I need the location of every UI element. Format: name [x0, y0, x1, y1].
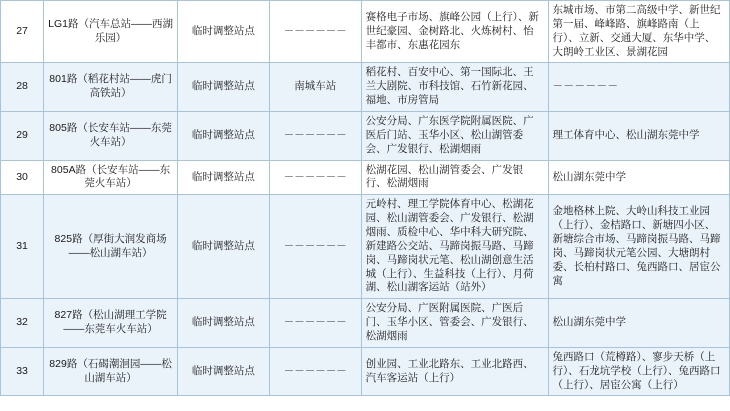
transfer-stops: 东城市场、市第二高级中学、新世纪第一届、峰峰路、旗峰路南（上行）、立新、交通大厦、东华中学、大朗岭工业区、景湖花园	[548, 1, 729, 63]
removed-stops: 稻花村、百安中心、第一国际北、王兰大剧院、市科技馆、石竹新花园、福地、市房管局	[361, 63, 548, 112]
row-number: 32	[1, 299, 44, 348]
route-name: LG1路（汽车总站——西湖乐园）	[44, 1, 178, 63]
transfer-stops: －－－－－－	[548, 63, 729, 112]
row-number: 33	[1, 347, 44, 396]
table-body	[1, 1, 730, 396]
transfer-stops: 理工体育中心、松山湖东莞中学	[548, 112, 729, 161]
added-stops: －－－－－－	[269, 347, 361, 396]
row-number: 28	[1, 63, 44, 112]
adjustment-type: 临时调整站点	[177, 1, 269, 63]
adjustment-type: 临时调整站点	[177, 63, 269, 112]
removed-stops: 公安分局、广东医学院附属医院、广医后门站、玉华小区、松山湖管委会、广发银行、松湖烟雨	[361, 112, 548, 161]
table-row	[1, 160, 730, 195]
route-name: 825路（厚街大润发商场——松山湖车站）	[44, 195, 178, 299]
added-stops: －－－－－－	[269, 112, 361, 161]
removed-stops: 公安分局、广医附属医院、广医后门、玉华小区、管委会、广发银行、松湖烟雨	[361, 299, 548, 348]
removed-stops: 创业园、工业北路东、工业北路西、汽车客运站（上行）	[361, 347, 548, 396]
adjustment-type: 临时调整站点	[177, 347, 269, 396]
transfer-stops: 金地格林上院、大岭山科技工业园（上行）、金桔路口、新塘四小区、新塘综合市场、马蹄岗振马路、马蹄岗、马蹄岗状元笔公园、大塘朗村委、长柏村路口、兔西路口、居宦公寓	[548, 195, 729, 299]
added-stops: －－－－－－	[269, 160, 361, 195]
removed-stops: 赛格电子市场、旗峰公园（上行）、新世纪豪园、金树路北、火炼树村、怡丰都市、东惠花园东	[361, 1, 548, 63]
row-number: 30	[1, 160, 44, 195]
table-row	[1, 112, 730, 161]
row-number: 27	[1, 1, 44, 63]
added-stops: －－－－－－	[269, 195, 361, 299]
removed-stops: 松湖花园、松山湖管委会、广发银行、松湖烟雨	[361, 160, 548, 195]
route-name: 801路（稻花村站——虎门高铁站）	[44, 63, 178, 112]
adjustment-type: 临时调整站点	[177, 112, 269, 161]
table-row	[1, 347, 730, 396]
route-name: 827路（松山湖理工学院——东莞车火车站）	[44, 299, 178, 348]
table-row	[1, 63, 730, 112]
route-name: 805路（长安车站——东莞火车站）	[44, 112, 178, 161]
added-stops: 南城车站	[269, 63, 361, 112]
adjustment-type: 临时调整站点	[177, 160, 269, 195]
table-row	[1, 195, 730, 299]
removed-stops: 元岭村、理工学院体育中心、松湖花园、松山湖管委会、广发银行、松湖烟雨、质检中心、华中科大研究院、新建路公交站、马蹄岗振马路、马蹄岗、马蹄岗状元笔、松山湖创意生活城（上行）、生益科技（上行）、月荷湖、松山湖客运站（站外）	[361, 195, 548, 299]
table-row	[1, 1, 730, 63]
adjustment-type: 临时调整站点	[177, 299, 269, 348]
row-number: 29	[1, 112, 44, 161]
added-stops: －－－－－－	[269, 1, 361, 63]
adjustment-type: 临时调整站点	[177, 195, 269, 299]
route-name: 829路（石碣潮洄园——松山湖车站）	[44, 347, 178, 396]
table-row	[1, 299, 730, 348]
added-stops: －－－－－－	[269, 299, 361, 348]
transfer-stops: 松山湖东莞中学	[548, 299, 729, 348]
row-number: 31	[1, 195, 44, 299]
route-name: 805A路（长安车站——东莞火车站）	[44, 160, 178, 195]
transfer-stops: 兔西路口（荒樽路）、寥步天桥（上行）、石龙坑学校（上行）、兔西路口（上行）、居宦公寓（上行）	[548, 347, 729, 396]
transfer-stops: 松山湖东莞中学	[548, 160, 729, 195]
